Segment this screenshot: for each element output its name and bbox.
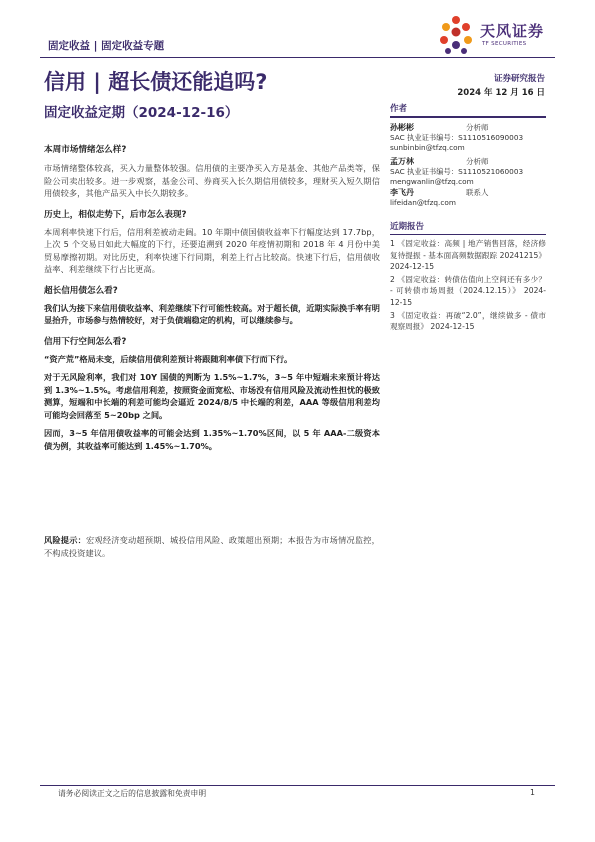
author-card <box>390 187 546 207</box>
paragraph-risk-free-rate: 对于无风险利率，我们对 10Y 国债的判断为 1.5%~1.7%，3~5 年中短端未来预计将达到 1.3%~1.5%。考虑信用利差，按照资金面宽松、市场没有信用风险及流动性担忧的极致测算，短端和中长端的利差可能均会逼近 2024/8/5 中长端的利差，AAA 等级信用利差均可能均会回落至 5~20bp 之间。 <box>44 372 380 420</box>
author-role: 分析师 <box>466 122 489 132</box>
author-email[interactable]: mengwanlin@tfzq.com <box>390 176 474 186</box>
cert-label: SAC 执业证书编号： <box>390 166 459 176</box>
heading-historical: 历史上，相似走势下，后市怎么表现? <box>44 209 187 220</box>
report-type: 证券研究报告 <box>493 74 545 84</box>
cert-number: S1110521060003 <box>458 166 524 176</box>
paragraph-asset-shortage: “资产荒”格局未变，后续信用债利差预计将跟随利率债下行而下行。 <box>44 353 293 364</box>
paragraph-historical: 本周利率快速下行后，信用利差被动走阔。10 年期中债国债收益率下行幅度达到 17.7bp，上次 5 个交易日如此大幅度的下行，还要追溯到 2020 年疫情初期和 2018 年 4 月份中美贸易摩擦初期。对比历史，利率快速下行同期，利差上行占比较高。快速下行后，信用债收益率、利差继续下行占比更高。 <box>44 226 380 274</box>
recent-report-item[interactable]: 1 《固定收益：高频 | 地产销售回落，经济修复待提振 - 基本面高频数据跟踪 20241215》 2024-12-15 <box>390 239 546 272</box>
author-role: 联系人 <box>466 187 489 197</box>
logo-mark-icon <box>436 14 476 56</box>
logo-english-name: TF SECURITIES <box>482 41 527 47</box>
cert-number: S1110516090003 <box>458 132 524 142</box>
author-card <box>390 122 546 152</box>
recent-report-item[interactable]: 2 《固定收益：转债估值向上空间还有多少？ - 可转债市场周报（2024.12.15）》 2024-12-15 <box>390 274 546 307</box>
author-email[interactable]: sunbinbin@tfzq.com <box>390 142 465 152</box>
page-number: 1 <box>530 788 535 797</box>
author-email[interactable]: lifeidan@tfzq.com <box>390 197 456 207</box>
report-date: 2024 年 12 月 16 日 <box>457 88 545 98</box>
company-logo <box>436 14 556 58</box>
heading-market-sentiment: 本周市场情绪怎么样? <box>44 145 127 155</box>
paragraph-yield-range: 因而，3~5 年信用债收益率的可能会达到 1.35%~1.70%区间，以 5 年 AAA-二级资本债为例，其收益率可能达到 1.45%~1.70%。 <box>44 428 380 451</box>
author-name: 孟万林 <box>390 156 414 166</box>
heading-ultra-long: 超长信用债怎么看? <box>44 285 118 296</box>
footer-disclaimer: 请务必阅读正文之后的信息披露和免责申明 <box>58 789 207 798</box>
recent-reports-divider <box>390 234 546 236</box>
risk-warning-text: 宏观经济变动超预期、城投信用风险、政策超出预期；本报告为市场情况监控，不构成投资建议。 <box>44 535 380 558</box>
report-title: 信用 | 超长债还能追吗? <box>44 70 268 94</box>
author-card <box>390 156 546 186</box>
paragraph-ultra-long: 我们认为接下来信用债收益率、利差继续下行可能性较高。对于超长债，近期实际换手率有明显抬升，市场参与热情较好，对于负债端稳定的机构，可以继续参与。 <box>44 302 380 325</box>
footer-divider <box>40 785 555 786</box>
risk-warning <box>44 534 380 559</box>
author-name: 李飞丹 <box>390 187 414 197</box>
main-body <box>44 144 380 452</box>
risk-warning-label: 风险提示： <box>44 535 87 545</box>
paragraph-market-sentiment: 市场情绪整体较高，买入力量整体较强。信用债的主要净买入方是基金、其他产品类等，保险公司卖出较多。进一步观察，基金公司、券商买入长久期信用债较多，理财买入短久期信用债较多，其他产品买入中长久期较多。 <box>44 163 380 198</box>
author-name: 孙彬彬 <box>390 122 414 132</box>
authors-heading: 作者 <box>390 104 408 114</box>
section-label: 固定收益 | 固定收益专题 <box>48 40 165 52</box>
cert-label: SAC 执业证书编号： <box>390 132 459 142</box>
recent-report-item[interactable]: 3 《固定收益：再破“2.0”，继续做多 - 债市观察周报》 2024-12-15 <box>390 310 546 332</box>
logo-name: 天风证券 <box>480 22 545 40</box>
authors-divider <box>390 116 546 118</box>
report-subtitle: 固定收益定期（2024-12-16） <box>44 105 239 121</box>
sidebar <box>390 102 546 333</box>
heading-downside-space: 信用下行空间怎么看? <box>44 336 127 347</box>
author-role: 分析师 <box>466 156 489 166</box>
recent-reports-heading: 近期报告 <box>390 221 425 232</box>
